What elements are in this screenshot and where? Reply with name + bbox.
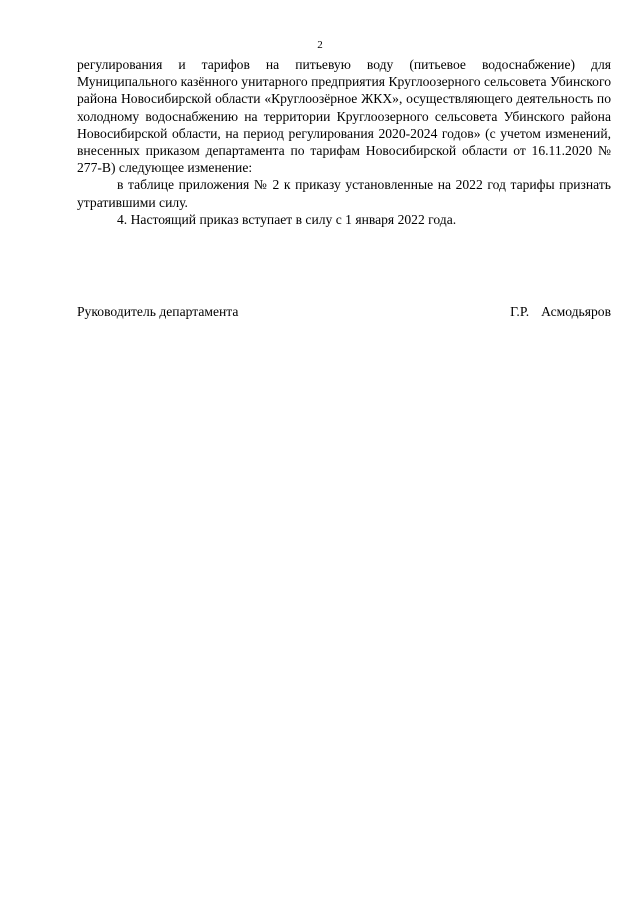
paragraph-table-change: в таблице приложения № 2 к приказу установленные на 2022 год тарифы признать утратившими силу. xyxy=(77,177,611,210)
paragraph-continuation: регулирования и тарифов на питьевую воду (питьевое водоснабжение) для Муниципального казённого унитарного предприятия Круглоозерного сельсовета Убинского района Новосибирской области «Круглоозёрное ЖКХ», осуществляющего деятельность по холодному водоснабжению на территории Круглоозерного сельсовета Убинского района Новосибирской области, на период регулирования 2020-2024 годов» (с учетом изменений, внесенных приказом департамента по тарифам Новосибирской области от 16.11.2020 № 277-В) следующее изменение: xyxy=(77,57,611,176)
signatory-initials: Г.Р. xyxy=(510,304,530,319)
signature-block xyxy=(77,303,611,320)
signatory-name xyxy=(510,303,611,320)
signatory-surname: Асмодьяров xyxy=(541,304,611,319)
signatory-position: Руководитель департамента xyxy=(77,304,239,319)
paragraph-effective-date: 4. Настоящий приказ вступает в силу с 1 января 2022 года. xyxy=(117,211,457,227)
page-number: 2 xyxy=(317,39,323,51)
document-body xyxy=(77,56,611,228)
